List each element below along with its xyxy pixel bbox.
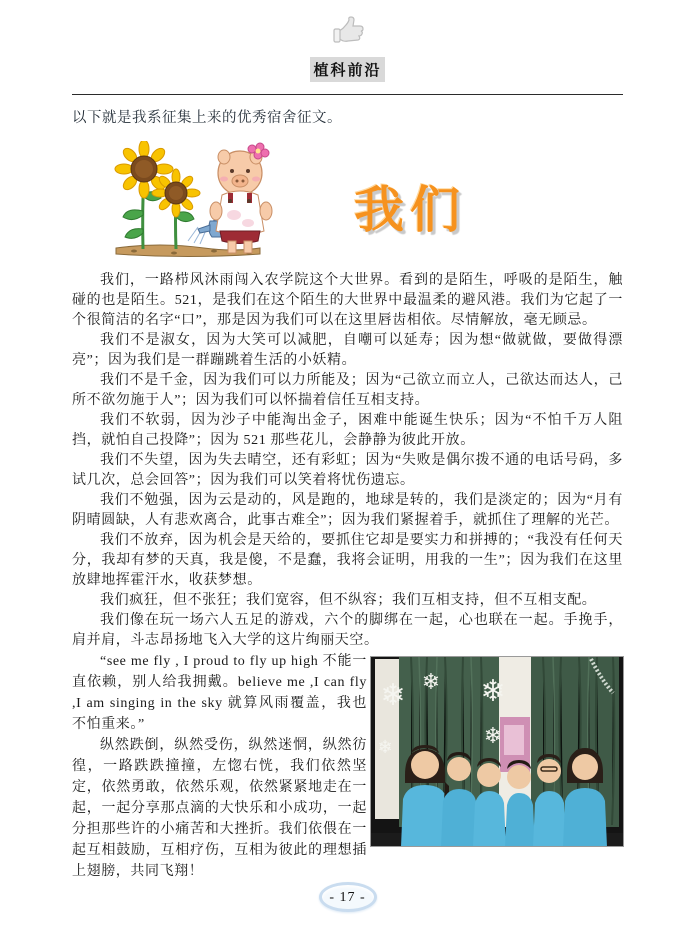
paragraph: 纵然跌倒，纵然受伤，纵然迷惘，纵然彷徨，一路跌跌撞撞，左惚右恍，我们依然坚定，依然勇敢，依然乐观，依然紧紧地走在一起，一起分享那点滴的大快乐和小成功，一起分担那些许的小痛苦和大挫折。我们依偎在一起互相鼓励，互相疗伤，互相为彼此的理想插上翅膀，共同飞翔！ bbox=[72, 738, 367, 879]
paragraph: 我们不软弱，因为沙子中能淘出金子，困难中能诞生快乐；因为“不怕千万人阻挡，就怕自己投降”；因为 521 那些花儿，会静静为彼此开放。 bbox=[72, 413, 623, 448]
dorm-group-photo bbox=[371, 657, 623, 846]
intro-line: 以下就是我系征集上来的优秀宿舍征文。 bbox=[72, 110, 342, 126]
paragraph: 我们不勉强，因为云是动的，风是跑的，地球是转的，我们是淡定的；因为“月有阴晴圆缺，人有悲欢离合，此事古难全”；因为我们紧握着手，就抓住了理解的光芒。 bbox=[72, 493, 623, 528]
paragraph: 我们不是千金，因为我们可以力所能及；因为“己欲立而立人，己欲达而达人，己所不欲勿施于人”；因为我们可以怀揣着信任互相支持。 bbox=[72, 373, 623, 408]
page-header-title: 植科前沿 bbox=[310, 57, 384, 82]
paragraph: 我们像在玩一场六人五足的游戏，六个的脚绑在一起，心也联在一起。手挽手，肩并肩，斗志昂扬地飞入大学的这片绚丽天空。 bbox=[72, 613, 623, 648]
paragraph: “see me fly , I proud to fly up high 不能一直依赖，别人给我拥戴。believe me ,I can fly ,I am singing in the sky 就算风雨覆盖，我也不怕重来。” bbox=[72, 654, 367, 732]
svg-text:❄: ❄ bbox=[421, 670, 441, 695]
article-bottom-section bbox=[72, 651, 623, 882]
svg-text:❄: ❄ bbox=[377, 737, 393, 758]
paragraph: 我们疯狂，但不张狂；我们宽容，但不纵容；我们互相支持，但不互相支配。 bbox=[100, 593, 597, 608]
paragraph: 我们不放弃，因为机会是天给的，要抓住它却是要实力和拼搏的；“我没有任何天分，我却有梦的天真，我是傻，不是蠢，我将会证明，用我的一生”；因为我们在这里放肆地挥霍汗水，收获梦想。 bbox=[72, 533, 623, 588]
page-header bbox=[0, 16, 695, 95]
header-divider bbox=[72, 94, 623, 95]
svg-text:❄: ❄ bbox=[480, 674, 506, 709]
page-footer bbox=[0, 882, 695, 917]
sunflower-pig-illustration bbox=[114, 141, 292, 264]
paragraph: 我们不是淑女，因为大笑可以减肥，自嘲可以延寿；因为想“做就做，要做得漂亮”；因为我们是一群蹦跳着生活的小妖精。 bbox=[72, 333, 623, 368]
wrap-text-column bbox=[72, 651, 367, 882]
thumbs-up-icon bbox=[331, 16, 365, 48]
paragraph: 我们不失望，因为失去晴空，还有彩虹；因为“失败是偶尔拨不通的电话号码，多试几次，总会回答”；因为我们可以笑着将忧伤遗忘。 bbox=[72, 453, 623, 488]
page-number-badge bbox=[319, 882, 377, 912]
article-title: 我们 bbox=[354, 182, 466, 238]
svg-text:❄: ❄ bbox=[380, 678, 406, 713]
page-number: - 17 - bbox=[329, 890, 366, 905]
svg-text:❄: ❄ bbox=[483, 724, 503, 749]
article-banner bbox=[72, 141, 623, 259]
paragraph: 我们，一路栉风沐雨闯入农学院这个大世界。看到的是陌生，呼吸的是陌生，触碰的也是陌生。521，是我们在这个陌生的大世界中最温柔的避风港。我们为它起了一个很简洁的名字“口”，那是因为我们可以在这里唇齿相依。尽情解放，毫无顾忌。 bbox=[72, 273, 623, 328]
article-body bbox=[72, 271, 623, 651]
